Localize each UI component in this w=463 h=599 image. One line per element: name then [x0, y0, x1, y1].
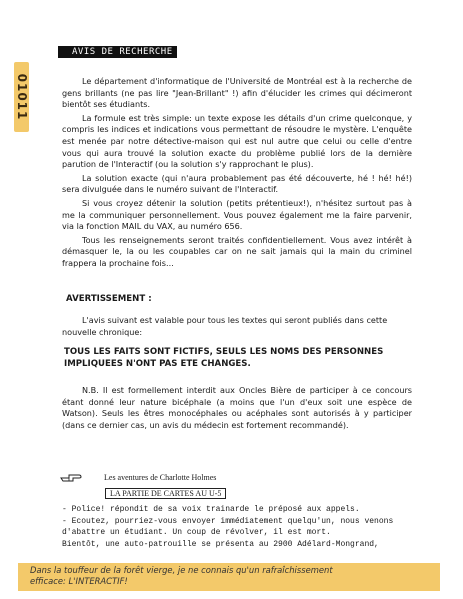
footer-line-2: efficace: L'INTERACTIF! [30, 576, 128, 586]
story-line: - Ecoutez, pourriez-vous envoyer immédiatement quelqu'un, nous venons [62, 516, 394, 526]
paragraph-4: Si vous croyez détenir la solution (petits prétentieux!), n'hésitez surtout pas à me la communiquer personnellement. Vous pouvez également me la faire parvenir, via la fonction MAIL du VAX, au numéro 656. [62, 197, 412, 232]
paragraph-2: La formule est très simple: un texte expose les détails d'un crime quelconque, y compris les indices et indications vous permettant de résoudre le mystère. L'enquête est menée par notre détective-maison qui est nul autre que celui ou celle d'entre vous qui aura trouvé la solution exacte du problème publié lors de la dernière parution de l'Interactif (ou la solution s'y rapprochant le plus). [62, 112, 412, 170]
section-heading: AVIS DE RECHERCHE [58, 46, 177, 58]
intro-paragraphs [62, 76, 412, 272]
warning-heading: AVERTISSEMENT : [66, 294, 152, 304]
story-line: Bientôt, une auto-patrouille se présenta au 2900 Adélard-Mongrand, [62, 539, 379, 549]
page-code: 01011 [14, 73, 29, 121]
story-chapter-title: LA PARTIE DE CARTES AU U-5 [105, 488, 226, 499]
nb-notice: N.B. Il est formellement interdit aux Oncles Bière de participer à ce concours étant donné leur nature bicéphale (a moins que l'un d'eux soit une espèce de Watson). Seuls les êtres monocéphales ou acéphales sont autorisés à y participer (dans ce dernier cas, un avis du médecin est fortement recommandé). [62, 385, 412, 430]
footer-line-1: Dans la touffeur de la forêt vierge, je ne connais qu'un rafraîchissement [30, 565, 333, 575]
pointing-hand-icon [60, 472, 82, 484]
story-text [62, 504, 422, 550]
story-series-title: Les aventures de Charlotte Holmes [104, 473, 217, 482]
fiction-notice: TOUS LES FAITS SONT FICTIFS, SEULS LES NOMS DES PERSONNES IMPLIQUEES N'ONT PAS ETE CHANGES. [64, 347, 384, 369]
story-line: - Police! répondit de sa voix trainarde le préposé aux appels. [62, 505, 360, 514]
page-code-stamp [14, 62, 29, 132]
story-line: d'abattre un étudiant. Un coup de révolver, il est mort. [62, 528, 331, 537]
valid-notice: L'avis suivant est valable pour tous les textes qui seront publiés dans cette nouvelle chronique: [62, 315, 388, 337]
paragraph-5: Tous les renseignements seront traités confidentiellement. Vous avez intérêt à démasquer le, la ou les coupables car on ne sait jamais qui la main du criminel frappera la prochaine fois... [62, 234, 412, 268]
paragraph-1: Le département d'informatique de l'Université de Montréal est à la recherche de gens brillants (ne pas lire "Jean-Brillant" !) afin d'élucider les crimes qui décimeront bientôt ses étudiants. [62, 76, 412, 110]
footer-banner [18, 563, 440, 591]
paragraph-3: La solution exacte (qui n'aura probablement pas été découverte, hé ! hé! hé!) sera divulguée dans le numéro suivant de l'Interactif. [62, 172, 412, 195]
